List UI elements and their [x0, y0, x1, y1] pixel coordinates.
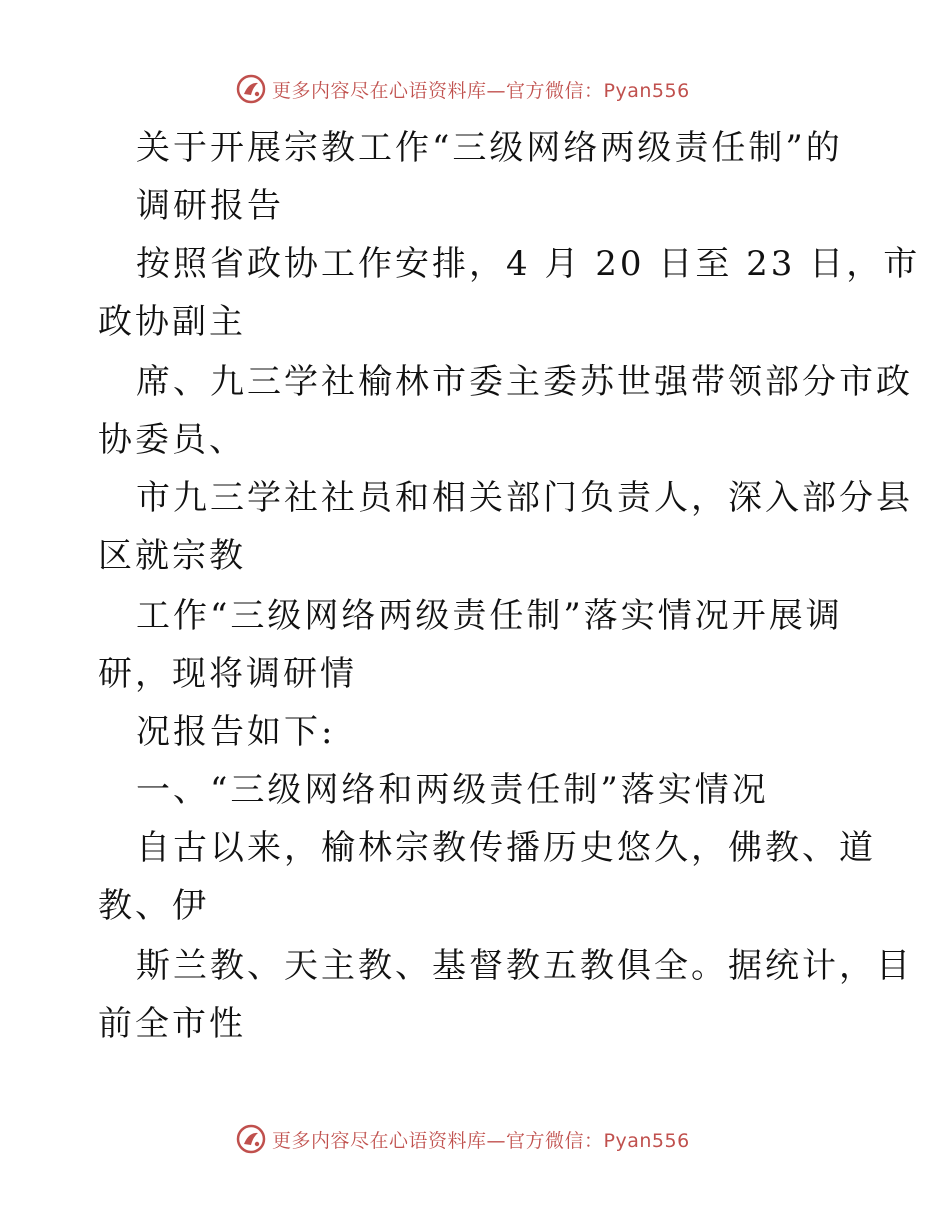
- document-title-line-2: 调研报告: [136, 186, 284, 226]
- paragraph-line: 政协副主: [98, 302, 246, 342]
- paragraph-line: 教、伊: [98, 886, 209, 926]
- paragraph-line: 自古以来，榆林宗教传播历史悠久，佛教、道: [136, 828, 876, 868]
- paragraph-line: 况报告如下:: [136, 712, 336, 752]
- paragraph-line: 前全市性: [98, 1004, 246, 1044]
- paragraph-line: 席、九三学社榆林市委主委苏世强带领部分市政: [136, 362, 913, 402]
- paragraph-line: 斯兰教、天主教、基督教五教俱全。据统计，目: [136, 946, 913, 986]
- watermark-footer: [236, 1124, 690, 1154]
- paragraph-line: 区就宗教: [98, 536, 246, 576]
- watermark-header: [236, 74, 690, 104]
- paragraph-line: 市九三学社社员和相关部门负责人，深入部分县: [136, 478, 913, 518]
- section-heading: 一、“三级网络和两级责任制”落实情况: [136, 770, 769, 810]
- paragraph-line: 按照省政协工作安排，4 月 20 日至 23 日，市: [136, 244, 921, 284]
- document-title-line-1: 关于开展宗教工作“三级网络两级责任制”的: [136, 128, 843, 168]
- watermark-text: 更多内容尽在心语资料库—官方微信：Pyan556: [272, 1129, 690, 1152]
- watermark-text: 更多内容尽在心语资料库—官方微信：Pyan556: [272, 79, 690, 102]
- paragraph-line: 工作“三级网络两级责任制”落实情况开展调: [136, 596, 843, 636]
- paragraph-line: 协委员、: [98, 420, 246, 460]
- watermark-logo-icon: [236, 74, 266, 104]
- paragraph-line: 研，现将调研情: [98, 654, 357, 694]
- watermark-logo-icon: [236, 1124, 266, 1154]
